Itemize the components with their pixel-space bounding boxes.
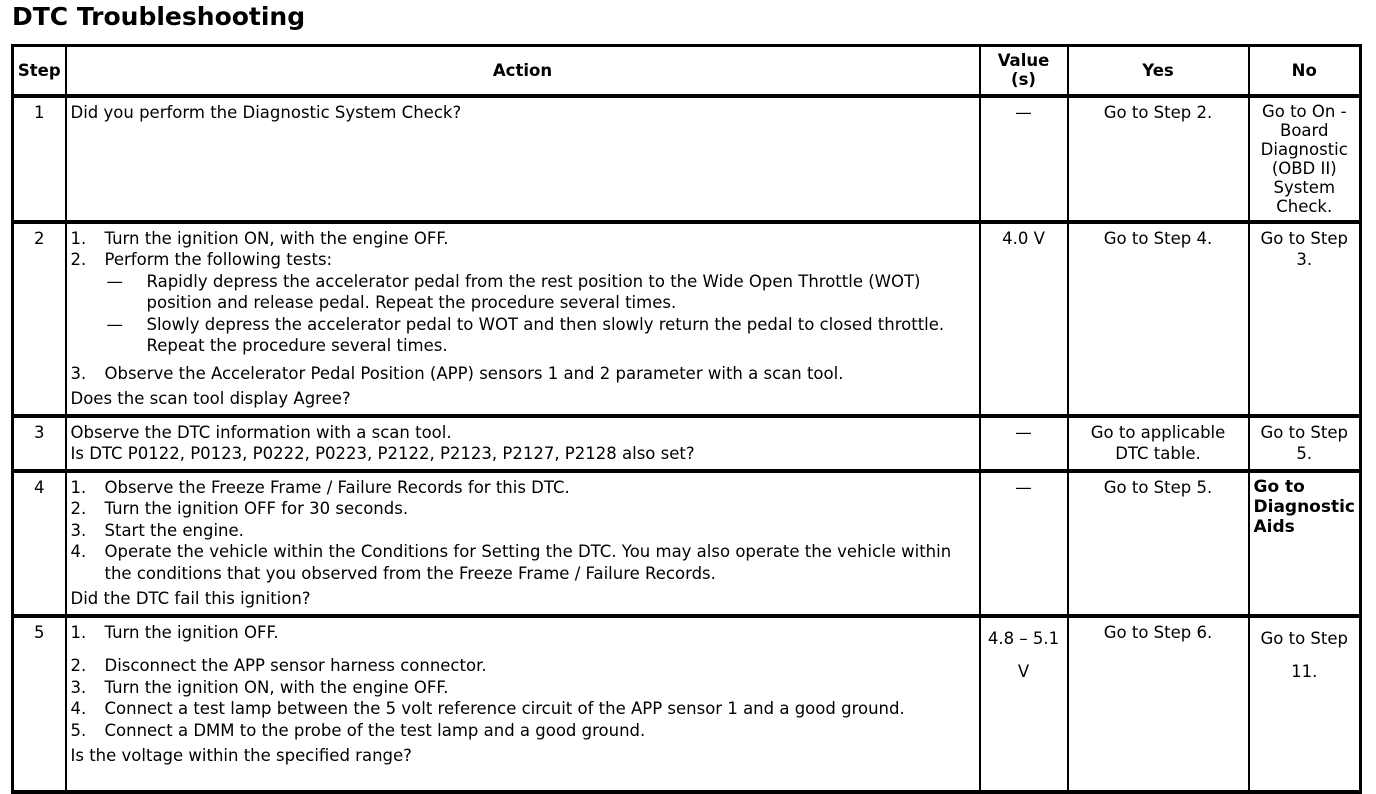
table-row [13, 96, 1361, 222]
yes-cell: Go to Step 6. [1068, 616, 1249, 792]
list-item: 3. Turn the ignition ON, with the engine OFF. [70, 677, 449, 697]
step-number: 2 [13, 222, 66, 416]
no-cell: Go to Step 5. [1249, 416, 1361, 471]
no-cell: Go to Step 11. [1249, 616, 1361, 792]
header-step: Step [13, 46, 66, 96]
yes-cell: Go to Step 4. [1068, 222, 1249, 416]
question-text: Is the voltage within the specified range? [70, 746, 412, 765]
action-cell [66, 616, 980, 792]
sub-list-item: — Slowly depress the accelerator pedal to WOT and then slowly return the pedal to closed throttle. Repeat the procedure several times. [106, 314, 945, 355]
table-row [13, 416, 1361, 471]
step-number: 1 [13, 96, 66, 222]
step-number: 5 [13, 616, 66, 792]
step-number: 4 [13, 471, 66, 616]
list-item: 3. Start the engine. [70, 520, 244, 540]
header-no: No [1249, 46, 1361, 96]
no-cell: Go to Step 3. [1249, 222, 1361, 416]
list-item: 3. Observe the Accelerator Pedal Position (APP) sensors 1 and 2 parameter with a scan tool. [70, 363, 844, 383]
value-cell: — [980, 471, 1068, 616]
value-cell: — [980, 96, 1068, 222]
action-cell [66, 222, 980, 416]
list-item: 2. Turn the ignition OFF for 30 seconds. [70, 499, 409, 518]
list-item: 2. Disconnect the APP sensor harness connector. [70, 656, 487, 675]
header-action: Action [66, 46, 980, 96]
troubleshooting-table [11, 44, 1362, 794]
yes-cell: Go to applicable DTC table. [1068, 416, 1249, 471]
value-cell: 4.8 – 5.1 V [980, 616, 1068, 792]
step-number: 3 [13, 416, 66, 471]
list-item: 4. Operate the vehicle within the Conditions for Setting the DTC. You may also operate the vehicle within the conditions that you observed from the Freeze Frame / Failure Records. [70, 542, 952, 583]
table-row [13, 222, 1361, 416]
question-text: Is DTC P0122, P0123, P0222, P0223, P2122, P2123, P2127, P2128 also set? [70, 444, 695, 463]
action-cell [66, 471, 980, 616]
value-cell: 4.0 V [980, 222, 1068, 416]
action-cell: Did you perform the Diagnostic System Check? [66, 96, 980, 222]
sub-list-item: — Rapidly depress the accelerator pedal from the rest position to the Wide Open Throttle (WOT) position and release pedal. Repeat the procedure several times. [106, 271, 921, 312]
table-header-row [13, 46, 1361, 96]
table-row [13, 616, 1361, 792]
list-item: 2. Perform the following tests: [70, 250, 333, 269]
action-cell [66, 416, 980, 471]
value-cell: — [980, 416, 1068, 471]
yes-cell: Go to Step 5. [1068, 471, 1249, 616]
yes-cell: Go to Step 2. [1068, 96, 1249, 222]
list-item: 1. Turn the ignition OFF. [70, 622, 279, 642]
list-item: 4. Connect a test lamp between the 5 volt reference circuit of the APP sensor 1 and a good ground. [70, 699, 905, 718]
no-cell: Go to Diagnostic Aids [1249, 471, 1361, 616]
action-line: Observe the DTC information with a scan tool. [70, 422, 452, 442]
no-cell: Go to On -Board Diagnostic (OBD II) System Check. [1249, 96, 1361, 222]
header-value: Value (s) [980, 46, 1068, 96]
question-text: Does the scan tool display Agree? [70, 389, 351, 408]
header-yes: Yes [1068, 46, 1249, 96]
list-item: 1. Observe the Freeze Frame / Failure Records for this DTC. [70, 477, 570, 497]
table-row [13, 471, 1361, 616]
list-item: 1. Turn the ignition ON, with the engine OFF. [70, 228, 449, 248]
question-text: Did the DTC fail this ignition? [70, 589, 311, 608]
list-item: 5. Connect a DMM to the probe of the test lamp and a good ground. [70, 720, 646, 740]
page-title: DTC Troubleshooting [12, 2, 306, 31]
